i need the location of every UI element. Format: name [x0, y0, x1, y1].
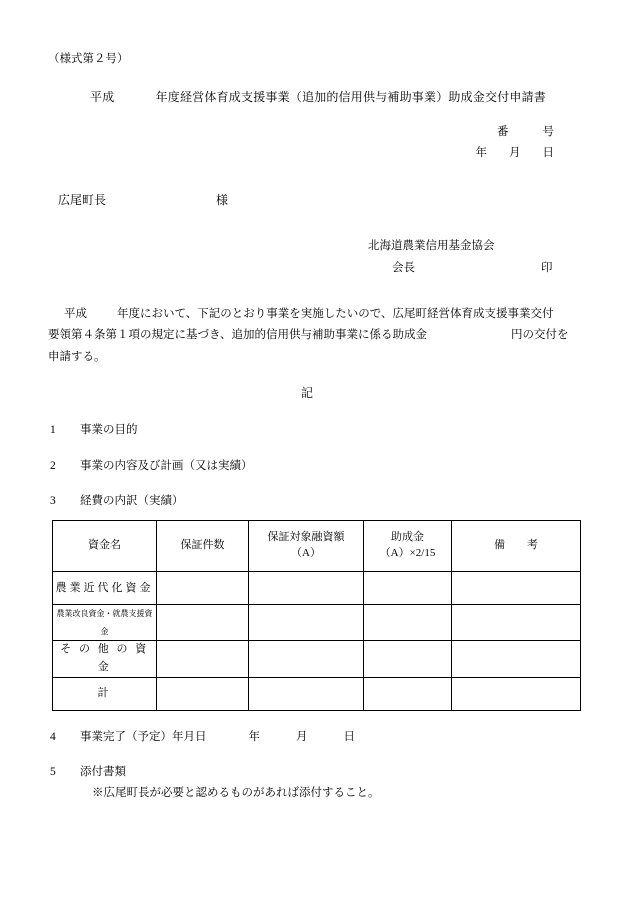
- item-number: 1: [50, 424, 56, 437]
- table-row: [53, 605, 581, 641]
- issuer-organization: 北海道農業信用基金協会: [368, 240, 495, 253]
- header-main: 資金名: [88, 539, 121, 552]
- date-year-label: 年: [475, 147, 487, 160]
- header-cell-fund-name: [53, 521, 157, 572]
- title-main: 年度経営体育成支援事業（追加的信用供与補助事業）助成金交付申請書: [155, 90, 547, 105]
- row-label-improvement-fund: [53, 605, 157, 641]
- date-day-label: 日: [542, 147, 554, 160]
- item-number: 2: [50, 459, 56, 472]
- item-completion-date: [48, 728, 582, 746]
- cell-subsidy[interactable]: [364, 605, 452, 641]
- addressee-name: 広尾町長: [58, 193, 107, 208]
- header-sub: （A）: [291, 547, 321, 560]
- header-main: 保証件数: [180, 539, 225, 552]
- body-line3: 申請する。: [48, 350, 106, 363]
- tail-items: [48, 728, 582, 803]
- reference-number-suffix: 号: [542, 125, 554, 138]
- title-era: 平成: [90, 90, 115, 105]
- header-cell-remarks: [452, 521, 581, 572]
- item-attachments: [48, 763, 582, 781]
- cell-loan-amount[interactable]: [249, 641, 364, 677]
- reference-number-line: [48, 122, 554, 144]
- cell-guarantee-count[interactable]: [157, 677, 249, 710]
- cell-subsidy[interactable]: [364, 677, 452, 710]
- reference-number-label: 番: [497, 125, 509, 138]
- row-label: 計: [97, 686, 112, 699]
- item-number: 4: [50, 730, 56, 743]
- cell-subsidy[interactable]: [364, 572, 452, 605]
- issuer-title-row: [368, 258, 582, 280]
- row-label: そ の 他 の 資 金: [60, 643, 149, 674]
- item-label: 事業の目的: [80, 424, 138, 437]
- table-header-row: [53, 521, 581, 572]
- row-label-modernization-fund: [53, 572, 157, 605]
- document-title: [48, 88, 582, 107]
- reference-block: [48, 122, 582, 166]
- body-line2-b: 円の交付を: [511, 329, 569, 342]
- reference-date-line: [48, 143, 554, 165]
- table-row-total: [53, 677, 581, 710]
- header-main: 備 考: [494, 539, 538, 552]
- item-number: 5: [50, 766, 56, 779]
- table-row: [53, 572, 581, 605]
- body-line1: 年度において、下記のとおり事業を実施したいので、広尾町経営体育成支援事業交付: [117, 308, 554, 321]
- issuer-title: 会長: [392, 262, 415, 275]
- completion-month-label: 月: [296, 730, 308, 743]
- header-main: 保証対象融資額: [267, 531, 345, 544]
- attachments-note: ※広尾町長が必要と認めるものがあれば添付すること。: [92, 787, 380, 800]
- row-label: 農業近代化資金: [55, 581, 154, 594]
- form-code: （様式第２号）: [48, 53, 129, 65]
- cell-subsidy[interactable]: [364, 641, 452, 677]
- header-main: 助成金: [391, 531, 424, 544]
- issuer-block: [48, 236, 582, 280]
- cell-guarantee-count[interactable]: [157, 641, 249, 677]
- items-list: [48, 421, 582, 510]
- completion-day-label: 日: [343, 730, 355, 743]
- seal-mark: 印: [541, 262, 553, 275]
- header-sub: （A）×2/15: [379, 547, 436, 560]
- header-cell-guarantee-count: [157, 521, 249, 572]
- cost-breakdown-table: [52, 520, 581, 710]
- header-cell-subsidy: [364, 521, 452, 572]
- item-purpose: [48, 421, 582, 439]
- cell-loan-amount[interactable]: [249, 572, 364, 605]
- body-line2-a: 要領第４条第１項の規定に基づき、追加的信用供与補助事業に係る助成金: [48, 329, 428, 342]
- date-month-label: 月: [509, 147, 521, 160]
- body-paragraph: [48, 304, 582, 368]
- cell-remarks[interactable]: [452, 677, 581, 710]
- completion-year-label: 年: [248, 730, 260, 743]
- item-label: 事業の内容及び計画（又は実績）: [80, 459, 253, 472]
- item-number: 3: [50, 494, 56, 507]
- cell-remarks[interactable]: [452, 605, 581, 641]
- cell-guarantee-count[interactable]: [157, 572, 249, 605]
- cell-remarks[interactable]: [452, 572, 581, 605]
- addressee-honorific: 様: [216, 193, 229, 208]
- item-cost-breakdown: [48, 492, 582, 510]
- cell-loan-amount[interactable]: [249, 677, 364, 710]
- row-label-total: [53, 677, 157, 710]
- cell-remarks[interactable]: [452, 641, 581, 677]
- item-label: 経費の内訳（実績）: [80, 494, 184, 507]
- header-cell-loan-amount: [249, 521, 364, 572]
- item-label: 添付書類: [80, 766, 126, 779]
- addressee-line: [48, 191, 582, 210]
- item-content-plan: [48, 457, 582, 475]
- cell-guarantee-count[interactable]: [157, 605, 249, 641]
- cell-loan-amount[interactable]: [249, 605, 364, 641]
- row-label: 農業改良資金・就農支援資金: [56, 609, 153, 636]
- row-label-other-fund: [53, 641, 157, 677]
- item-label: 事業完了（予定）年月日: [80, 730, 207, 743]
- table-row: [53, 641, 581, 677]
- ki-heading: 記: [300, 385, 313, 400]
- body-era: 平成: [64, 308, 87, 321]
